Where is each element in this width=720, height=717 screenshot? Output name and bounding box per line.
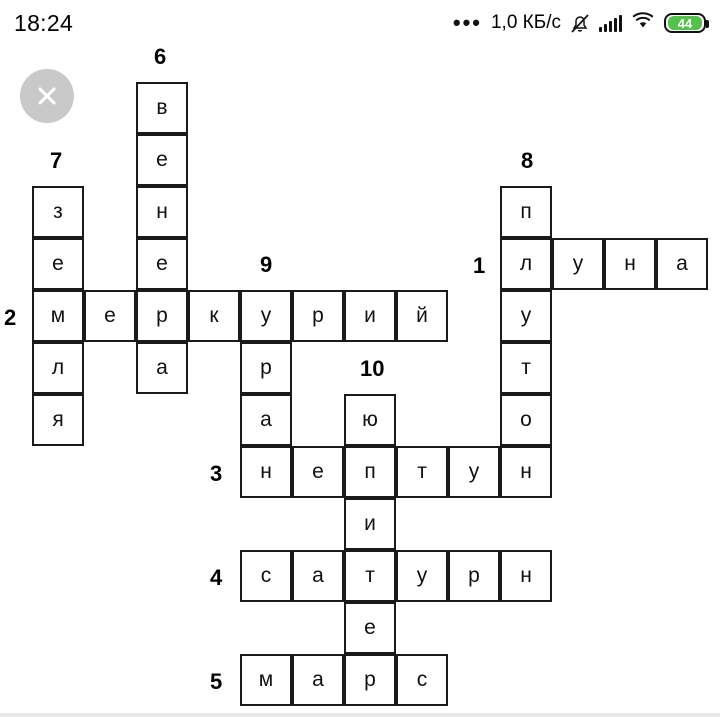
crossword-cell: т bbox=[344, 550, 396, 602]
crossword-cell: о bbox=[500, 394, 552, 446]
crossword-cell: п bbox=[500, 186, 552, 238]
network-speed-label: 1,0 КБ/с bbox=[490, 12, 561, 33]
crossword-cell: ю bbox=[344, 394, 396, 446]
crossword-grid bbox=[0, 46, 720, 717]
battery-level-label: 44 bbox=[677, 15, 693, 31]
crossword-cell: м bbox=[240, 654, 292, 706]
crossword-cell: н bbox=[500, 550, 552, 602]
crossword-cell: у bbox=[552, 238, 604, 290]
crossword-cell: з bbox=[32, 186, 84, 238]
crossword-cell: и bbox=[344, 290, 396, 342]
crossword-cell: е bbox=[84, 290, 136, 342]
status-clock: 18:24 bbox=[14, 9, 74, 36]
crossword-cell: а bbox=[136, 342, 188, 394]
clue-number: 4 bbox=[210, 565, 223, 590]
bell-muted-icon bbox=[570, 12, 590, 34]
crossword-cell: р bbox=[136, 290, 188, 342]
crossword-cell: а bbox=[292, 550, 344, 602]
clue-number: 8 bbox=[521, 148, 534, 173]
crossword-cell: и bbox=[344, 498, 396, 550]
crossword-cell: р bbox=[292, 290, 344, 342]
crossword-cell: а bbox=[240, 394, 292, 446]
cellular-signal-icon bbox=[599, 14, 622, 32]
crossword-cell: н bbox=[500, 446, 552, 498]
crossword-cell: п bbox=[344, 446, 396, 498]
crossword-cell: у bbox=[500, 290, 552, 342]
clue-number: 3 bbox=[210, 461, 223, 486]
crossword-cell: к bbox=[188, 290, 240, 342]
crossword-cell: р bbox=[240, 342, 292, 394]
clue-number: 5 bbox=[210, 669, 223, 694]
crossword-cell: й bbox=[396, 290, 448, 342]
clue-number: 7 bbox=[50, 148, 63, 173]
crossword-cell: с bbox=[396, 654, 448, 706]
crossword-cell: р bbox=[344, 654, 396, 706]
battery-icon bbox=[664, 13, 706, 33]
crossword-cell: н bbox=[136, 186, 188, 238]
crossword-cell: е bbox=[32, 238, 84, 290]
crossword-cell: а bbox=[656, 238, 708, 290]
crossword-cell: у bbox=[240, 290, 292, 342]
crossword-cell: у bbox=[448, 446, 500, 498]
crossword-cell: с bbox=[240, 550, 292, 602]
crossword-cell: е bbox=[344, 602, 396, 654]
clue-number: 1 bbox=[473, 253, 486, 278]
crossword-cell: е bbox=[136, 134, 188, 186]
crossword-cell: м bbox=[32, 290, 84, 342]
crossword-cell: р bbox=[448, 550, 500, 602]
crossword-cell: т bbox=[396, 446, 448, 498]
crossword-cell: а bbox=[292, 654, 344, 706]
crossword-cell: е bbox=[292, 446, 344, 498]
crossword-cell: л bbox=[500, 238, 552, 290]
status-bar-right-group bbox=[453, 12, 706, 34]
clue-number: 2 bbox=[4, 305, 17, 330]
crossword-cell: в bbox=[136, 82, 188, 134]
clue-number: 9 bbox=[260, 252, 273, 277]
crossword-cell: н bbox=[604, 238, 656, 290]
crossword-cell: е bbox=[136, 238, 188, 290]
bottom-divider bbox=[0, 713, 720, 717]
crossword-cell: у bbox=[396, 550, 448, 602]
crossword-cell: н bbox=[240, 446, 292, 498]
status-bar bbox=[0, 0, 720, 46]
clue-number: 6 bbox=[154, 44, 167, 69]
clue-number: 10 bbox=[360, 356, 385, 381]
overflow-dots-icon: ••• bbox=[452, 10, 482, 35]
wifi-icon bbox=[631, 12, 655, 34]
crossword-cell: т bbox=[500, 342, 552, 394]
crossword-cell: л bbox=[32, 342, 84, 394]
crossword-cell: я bbox=[32, 394, 84, 446]
